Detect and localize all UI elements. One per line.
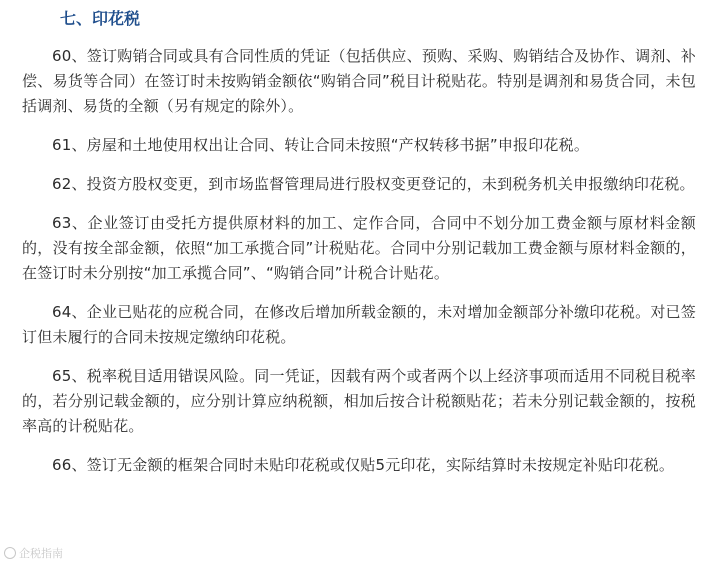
watermark — [4, 545, 63, 561]
watermark-text: 企税指南 — [19, 547, 63, 560]
paragraph-64: 64、企业已贴花的应税合同，在修改后增加所载金额的，未对增加金额部分补缴印花税。对已签订但未履行的合同未按规定缴纳印花税。 — [22, 303, 696, 346]
paragraph-65: 65、税率税目适用错误风险。同一凭证，因载有两个或者两个以上经济事项而适用不同税目税率的，若分别记载金额的，应分别计算应纳税额，相加后按合计税额贴花；若未分别记载金额的，按税率高的计税贴花。 — [22, 367, 696, 435]
paragraph-62: 62、投资方股权变更，到市场监督管理局进行股权变更登记的，未到税务机关申报缴纳印花税。 — [52, 175, 695, 193]
paragraph-60: 60、签订购销合同或具有合同性质的凭证（包括供应、预购、采购、购销结合及协作、调剂、补偿、易货等合同）在签订时未按购销金额依“购销合同”税目计税贴花。特别是调剂和易货合同，未包括调剂、易货的全额（另有规定的除外）。 — [22, 47, 696, 115]
watermark-logo-icon — [4, 547, 16, 559]
paragraph-61: 61、房屋和土地使用权出让合同、转让合同未按照“产权转移书据”申报印花税。 — [52, 136, 590, 154]
section-title: 七、印花税 — [60, 9, 141, 28]
paragraph-66: 66、签订无金额的框架合同时未贴印花税或仅贴5元印花，实际结算时未按规定补贴印花税。 — [52, 456, 675, 474]
paragraph-63: 63、企业签订由受托方提供原材料的加工、定作合同，合同中不划分加工费金额与原材料金额的，没有按全部金额，依照“加工承揽合同”计税贴花。合同中分别记载加工费金额与原材料金额的，在签订时未分别按“加工承揽合同”、“购销合同”计税合计贴花。 — [22, 214, 696, 282]
